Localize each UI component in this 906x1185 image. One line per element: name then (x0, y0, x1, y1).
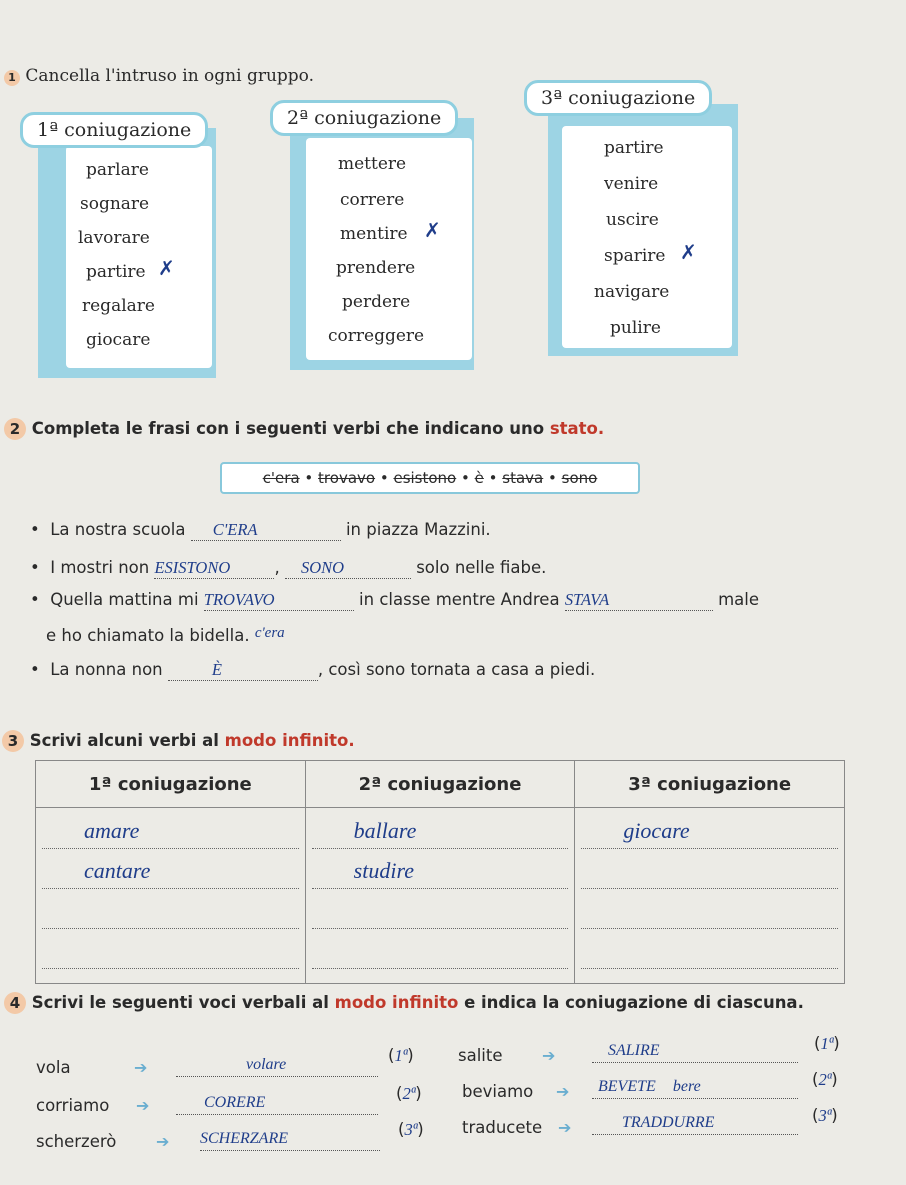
g2-verb: correre (340, 190, 405, 210)
conj-answer: (3ª) (812, 1106, 838, 1125)
answer-blank[interactable]: ESISTONO (154, 558, 274, 579)
ex1-number: 1 (4, 70, 20, 86)
infinitive-table (35, 760, 845, 984)
group2-label: 2ª coniugazione (270, 100, 458, 136)
infinitive-blank[interactable]: CORERE (176, 1092, 378, 1115)
strike-mark-icon: ✗ (424, 218, 441, 242)
answer-blank[interactable]: TROVAVO (204, 590, 354, 611)
ex3-number: 3 (2, 730, 24, 752)
g3-verb-intruder: navigare (594, 282, 670, 302)
written-verb: cantare (84, 858, 151, 883)
g1-verb-intruder: partire (86, 262, 146, 282)
arrow-icon: ➔ (156, 1132, 170, 1151)
arrow-icon: ➔ (542, 1046, 556, 1065)
bank-word: esistono (393, 469, 457, 487)
ex3-title: Scrivi alcuni verbi al (29, 731, 225, 750)
arrow-icon: ➔ (558, 1118, 572, 1137)
ex4-number: 4 (4, 992, 26, 1014)
g1-verb: lavorare (78, 228, 150, 248)
arrow-icon: ➔ (556, 1082, 570, 1101)
bank-word: c'era (262, 469, 300, 487)
g1-verb: sognare (80, 194, 150, 214)
arrow-icon: ➔ (134, 1058, 148, 1077)
strike-mark-icon: ✗ (158, 256, 175, 280)
ex4-title: Scrivi le seguenti voci verbali al (31, 993, 335, 1012)
col3-cell[interactable] (575, 808, 845, 984)
verb-form: vola (36, 1058, 71, 1077)
ex4-title-highlight: modo infinito (334, 993, 459, 1012)
bank-word: è (474, 469, 484, 487)
answer-blank[interactable]: C'ERA (191, 520, 341, 541)
infinitive-blank[interactable]: SALIRE (592, 1040, 798, 1063)
ex3-header (2, 730, 355, 752)
col1-cell[interactable] (36, 808, 306, 984)
handwritten-note: c'era (254, 625, 285, 641)
ex1-title: Cancella l'intruso in ogni gruppo. (25, 66, 315, 86)
sentence-3: • Quella mattina mi TROVAVO in classe mentre Andrea STAVA male (30, 590, 759, 609)
group3-label: 3ª coniugazione (524, 80, 712, 116)
arrow-icon: ➔ (136, 1096, 150, 1115)
g3-verb: uscire (606, 210, 659, 230)
g2-verb: correggere (328, 326, 425, 346)
conj-answer: (1ª) (388, 1046, 414, 1065)
sentence-3-cont: e ho chiamato la bidella. c'era (46, 625, 285, 645)
g3-verb: sparire (604, 246, 666, 266)
ex2-header (4, 418, 604, 440)
bank-word: sono (561, 469, 598, 487)
g3-verb: venire (604, 174, 659, 194)
word-bank: c'era • trovavo • esistono • è • stava • sono (220, 462, 640, 494)
written-verb: giocare (623, 818, 690, 843)
verb-form: traducete (462, 1118, 543, 1137)
g2-verb-intruder: mentire (340, 224, 408, 244)
g3-verb: partire (604, 138, 664, 158)
ex2-title-highlight: stato. (549, 419, 605, 438)
conj-answer: (1ª) (814, 1034, 840, 1053)
verb-form: salite (458, 1046, 503, 1065)
g2-verb: perdere (342, 292, 411, 312)
sentence-1: • La nostra scuola C'ERA in piazza Mazzini. (30, 520, 491, 539)
infinitive-blank[interactable]: BEVETE bere (592, 1076, 798, 1099)
col2-cell[interactable] (305, 808, 575, 984)
sentence-4: • La nonna non È , così sono tornata a casa a piedi. (30, 660, 596, 679)
sentence-2: • I mostri non ESISTONO , SONO solo nelle fiabe. (30, 558, 547, 577)
written-verb: studire (353, 858, 414, 883)
col-header: 1ª coniugazione (36, 761, 306, 808)
bank-word: stava (502, 469, 544, 487)
g2-verb: mettere (338, 154, 407, 174)
infinitive-blank[interactable]: SCHERZARE (200, 1128, 380, 1151)
verb-form: beviamo (462, 1082, 534, 1101)
written-verb: amare (84, 818, 140, 843)
group3-box (562, 126, 732, 348)
ex1-header (4, 66, 314, 86)
g1-verb: regalare (82, 296, 155, 316)
written-verb: ballare (353, 818, 417, 843)
answer-blank[interactable]: È (168, 660, 318, 681)
bank-word: trovavo (318, 469, 376, 487)
g1-verb: parlare (86, 160, 149, 180)
ex4-header (4, 992, 804, 1014)
ex4-title-suffix: e indica la coniugazione di ciascuna. (458, 993, 804, 1012)
verb-form: corriamo (36, 1096, 110, 1115)
infinitive-blank[interactable]: volare (176, 1054, 378, 1077)
g2-verb: prendere (336, 258, 416, 278)
g3-verb: pulire (610, 318, 661, 338)
conj-answer: (2ª) (812, 1070, 838, 1089)
conj-answer: (3ª) (398, 1120, 424, 1139)
verb-form: scherzerò (36, 1132, 117, 1151)
conj-answer: (2ª) (396, 1084, 422, 1103)
answer-blank[interactable]: SONO (285, 558, 411, 579)
ex2-title: Completa le frasi con i seguenti verbi che indicano uno (31, 419, 550, 438)
col-header: 2ª coniugazione (305, 761, 575, 808)
group1-label: 1ª coniugazione (20, 112, 208, 148)
strike-mark-icon: ✗ (680, 240, 697, 264)
answer-blank[interactable]: STAVA (565, 590, 713, 611)
col-header: 3ª coniugazione (575, 761, 845, 808)
g1-verb: giocare (86, 330, 151, 350)
ex3-title-highlight: modo infinito. (224, 731, 355, 750)
ex2-number: 2 (4, 418, 26, 440)
infinitive-blank[interactable]: TRADDURRE (592, 1112, 798, 1135)
